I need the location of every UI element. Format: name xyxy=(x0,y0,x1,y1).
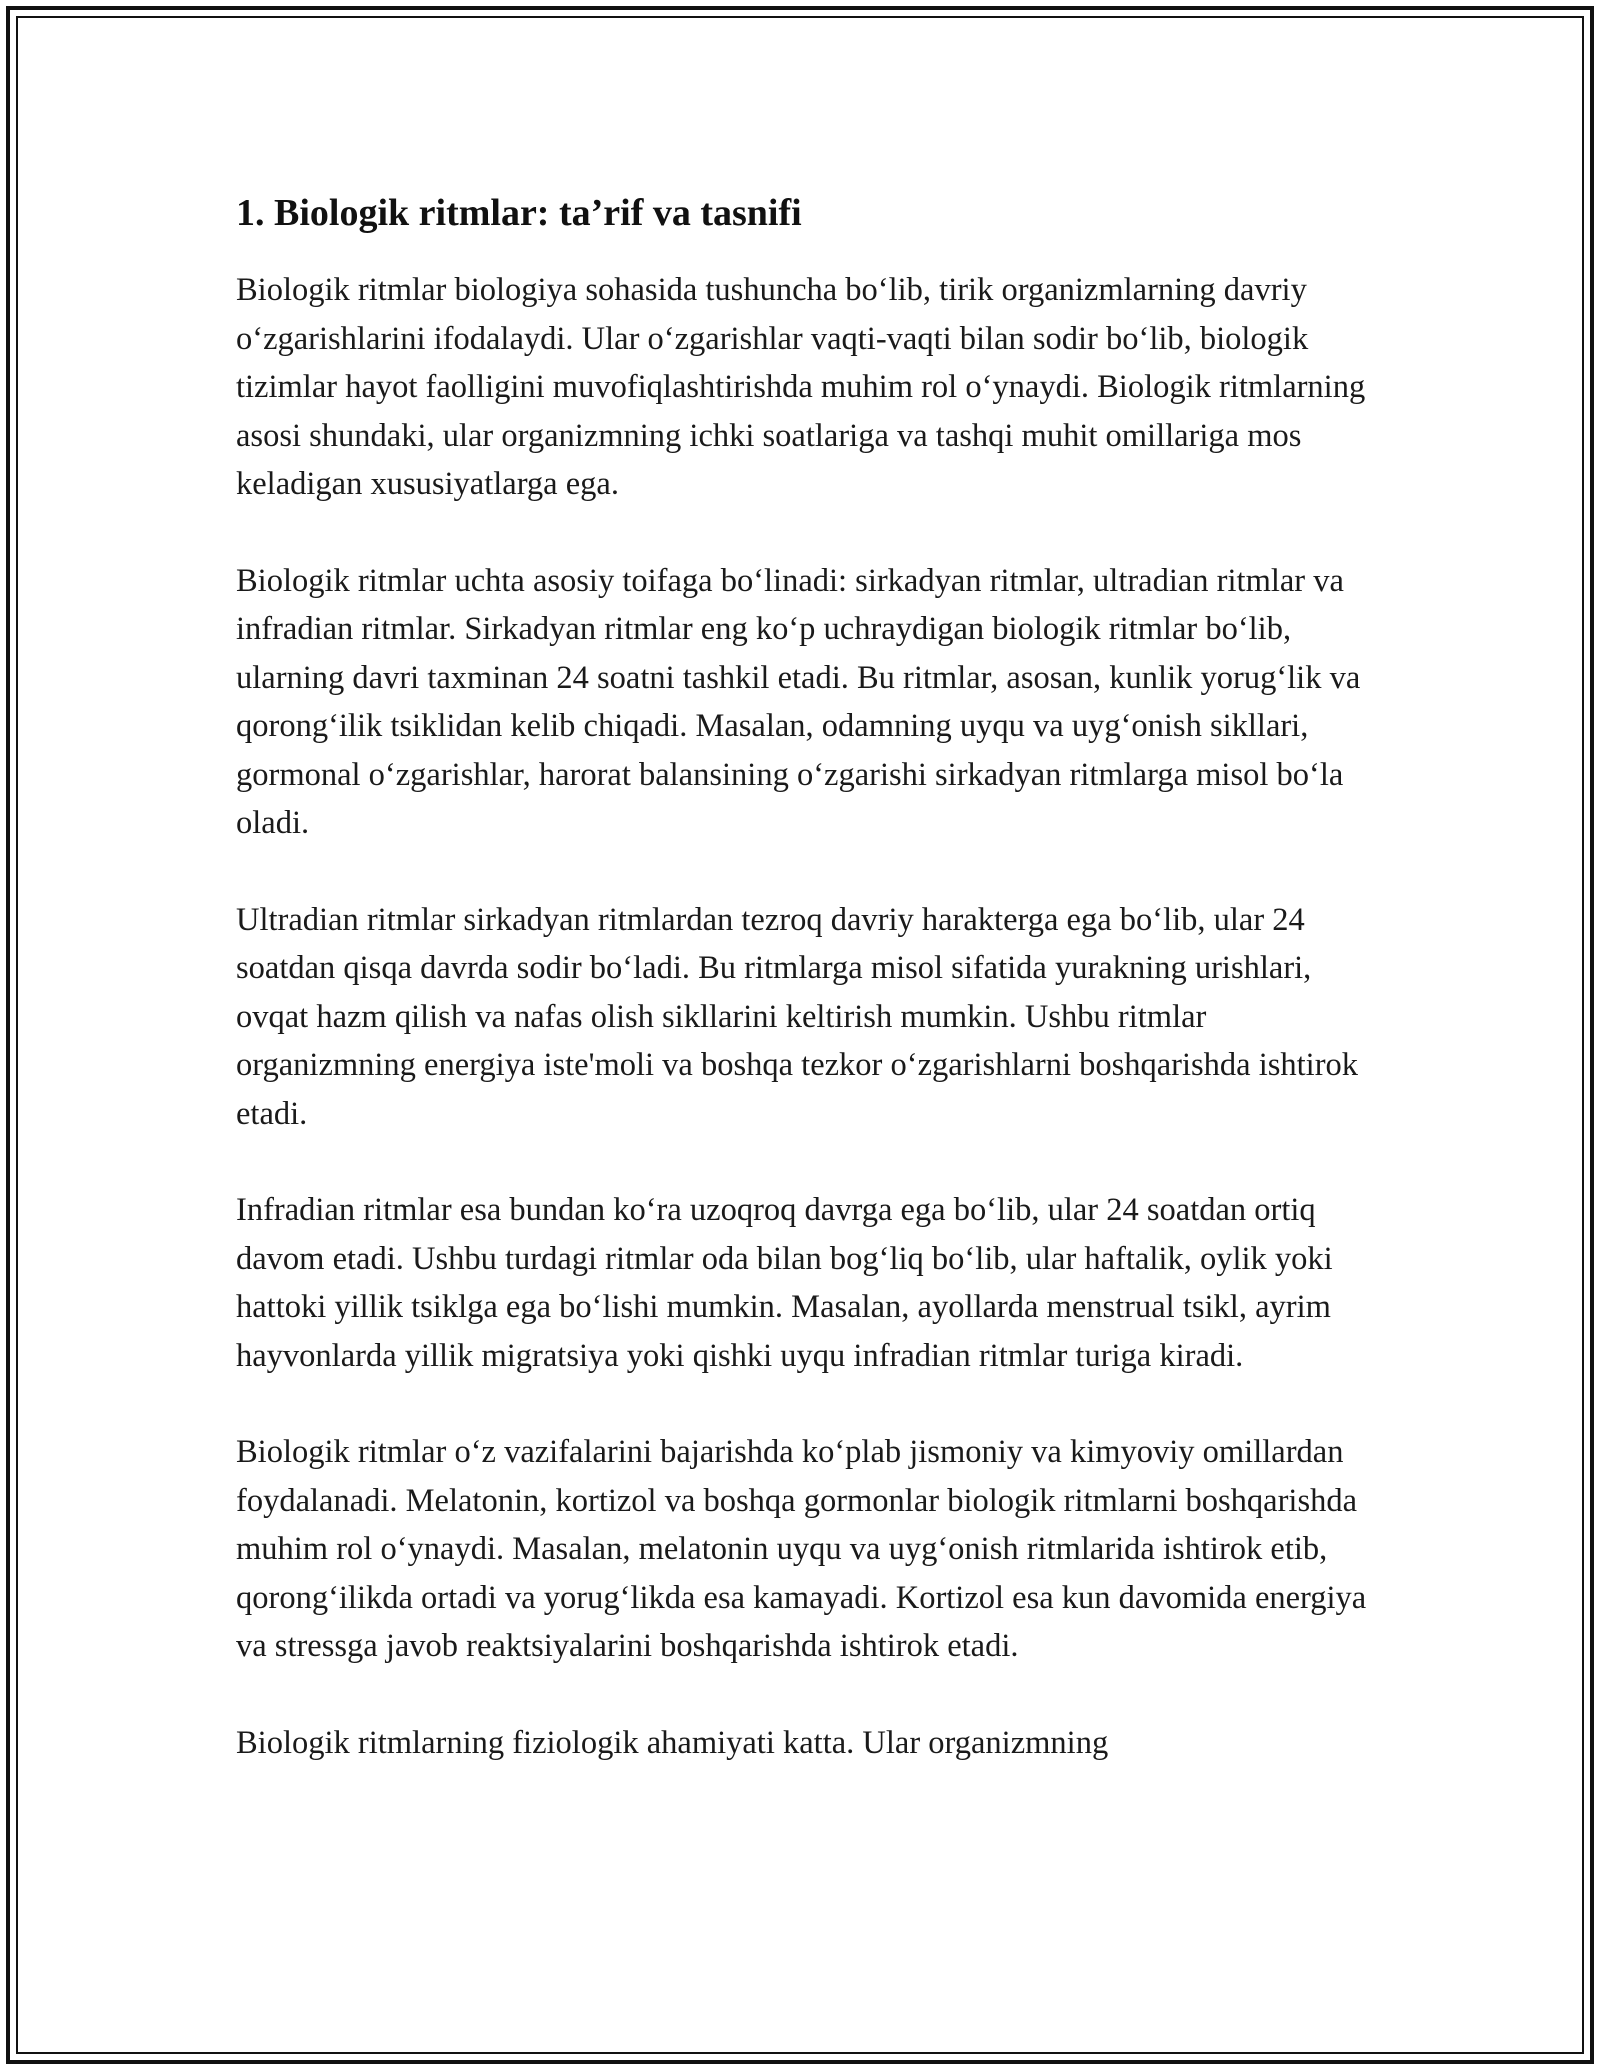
section-title: 1. Biologik ritmlar: ta’rif va tasnifi xyxy=(236,192,802,234)
paragraph-definition: Biologik ritmlar biologiya sohasida tushuncha bo‘lib, tirik organizmlarning davriy o‘zgarishlarini ifodalaydi. Ular o‘zgarishlar vaqti-vaqti bilan sodir bo‘lib, biologik tizimlar hayot faolligini muvofiqlashtirishda muhim rol o‘ynaydi. Biologik ritmlarning asosi shundaki, ular organizmning ichki soatlariga va tashqi muhit omillariga mos keladigan xususiyatlarga ega. xyxy=(236,272,1366,502)
paragraph-hormones: Biologik ritmlar o‘z vazifalarini bajarishda ko‘plab jismoniy va kimyoviy omillardan foydalanadi. Melatonin, kortizol va boshqa gormonlar biologik ritmlarni boshqarishda muhim rol o‘ynaydi. Masalan, melatonin uyqu va uyg‘onish ritmlarida ishtirok etib, qorong‘ilikda ortadi va yorug‘likda esa kamayadi. Kortizol esa kun davomida energiya va stressga javob reaktsiyalarini boshqarishda ishtirok etadi. xyxy=(236,1434,1367,1664)
paragraph-infradian: Infradian ritmlar esa bundan ko‘ra uzoqroq davrga ega bo‘lib, ular 24 soatdan ortiq davom etadi. Ushbu turdagi ritmlar oda bilan bog‘liq bo‘lib, ular haftalik, oylik yoki hattoki yillik tsiklga ega bo‘lishi mumkin. Masalan, ayollarda menstrual tsikl, ayrim hayvonlarda yillik migratsiya yoki qishki uyqu infradian ritmlar turiga kiradi. xyxy=(236,1192,1333,1374)
paragraph-physiological-importance: Biologik ritmlarning fiziologik ahamiyati katta. Ular organizmning xyxy=(236,1724,1109,1761)
document-body xyxy=(236,188,1376,1815)
paragraph-ultradian: Ultradian ritmlar sirkadyan ritmlardan tezroq davriy harakterga ega bo‘lib, ular 24 soatdan qisqa davrda sodir bo‘ladi. Bu ritmlarga misol sifatida yurakning urishlari, ovqat hazm qilish va nafas olish sikllarini keltirish mumkin. Ushbu ritmlar organizmning energiya iste'moli va boshqa tezkor o‘zgarishlarni boshqarishda ishtirok etadi. xyxy=(236,901,1359,1132)
paragraph-classification: Biologik ritmlar uchta asosiy toifaga bo‘linadi: sirkadyan ritmlar, ultradian ritmlar va infradian ritmlar. Sirkadyan ritmlar eng ko‘p uchraydigan biologik ritmlar bo‘lib, ularning davri taxminan 24 soatni tashkil etadi. Bu ritmlar, asosan, kunlik yorug‘lik va qorong‘ilik tsiklidan kelib chiqadi. Masalan, odamning uyqu va uyg‘onish sikllari, gormonal o‘zgarishlar, harorat balansining o‘zgarishi sirkadyan ritmlarga misol bo‘la oladi. xyxy=(236,562,1361,841)
